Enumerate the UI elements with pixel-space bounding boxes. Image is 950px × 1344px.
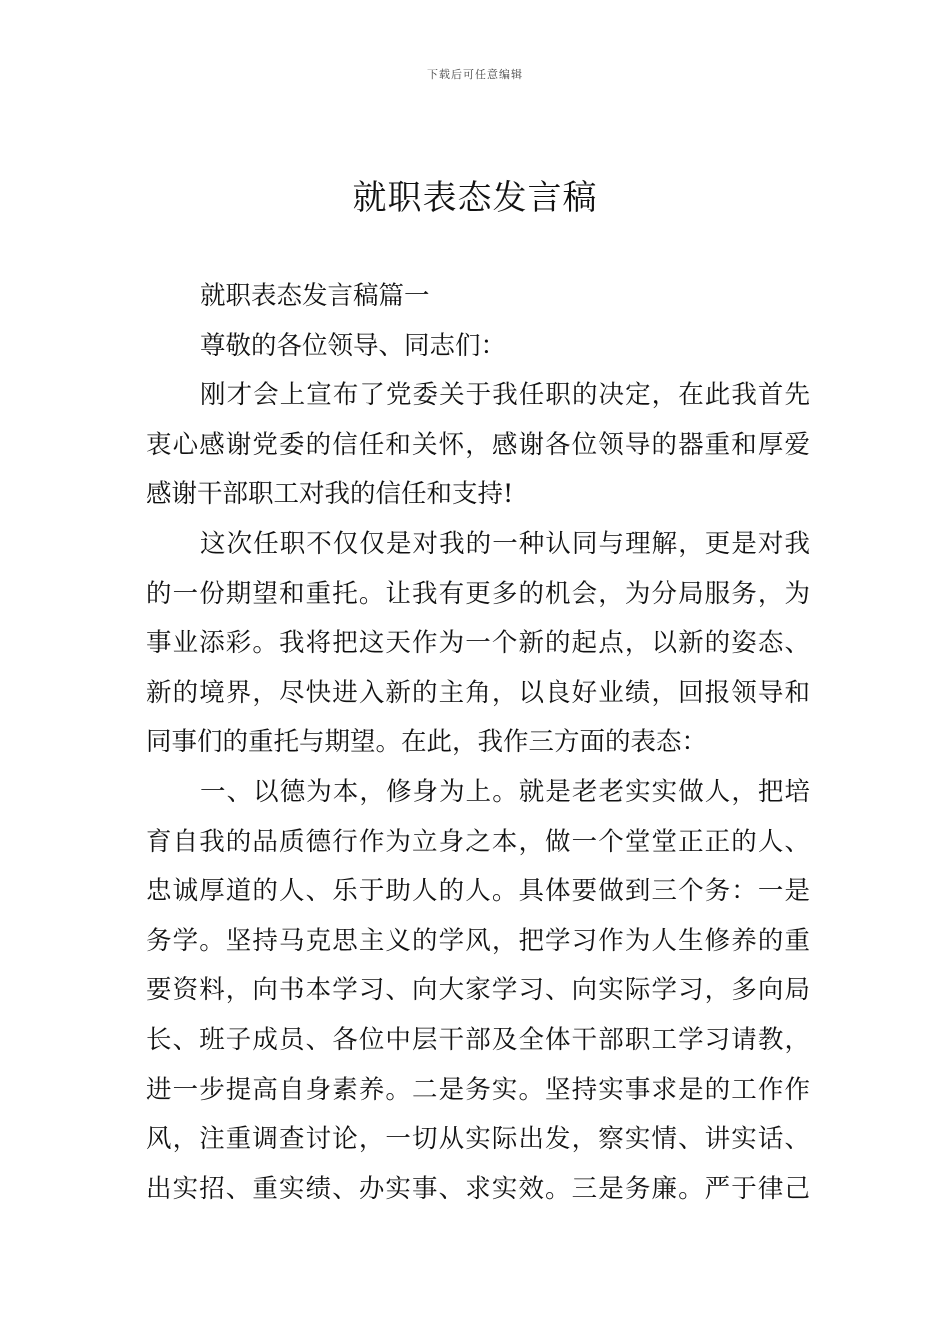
body-line: 一、以德为本，修身为上。就是老老实实做人，把培 xyxy=(200,776,810,807)
body-line: 这次任职不仅仅是对我的一种认同与理解，更是对我 xyxy=(200,528,810,559)
body-line: 进一步提高自身素养。二是务实。坚持实事求是的工作作 xyxy=(146,1074,810,1105)
header-note: 下载后可任意编辑 xyxy=(427,68,523,81)
body-line: 感谢干部职工对我的信任和支持! xyxy=(146,479,514,510)
document-title: 就职表态发言稿 xyxy=(352,178,598,218)
body-line: 尊敬的各位领导、同志们： xyxy=(200,330,507,361)
body-line: 就职表态发言稿篇一 xyxy=(200,281,430,311)
body-line: 同事们的重托与期望。在此，我作三方面的表态： xyxy=(146,727,708,758)
body-line: 事业添彩。我将把这天作为一个新的起点，以新的姿态、 xyxy=(146,628,810,659)
body-line: 的一份期望和重托。让我有更多的机会，为分局服务，为 xyxy=(146,578,810,609)
body-line: 出实招、重实绩、办实事、求实效。三是务廉。严于律己 xyxy=(146,1173,810,1204)
body-line: 务学。坚持马克思主义的学风，把学习作为人生修养的重 xyxy=(146,925,810,956)
body-line: 风，注重调查讨论，一切从实际出发，察实情、讲实话、 xyxy=(146,1124,810,1155)
body-line: 育自我的品质德行作为立身之本，做一个堂堂正正的人、 xyxy=(146,826,810,857)
body-line: 要资料，向书本学习、向大家学习、向实际学习，多向局 xyxy=(146,975,810,1006)
document-body xyxy=(146,272,810,1214)
body-line: 忠诚厚道的人、乐于助人的人。具体要做到三个务：一是 xyxy=(146,876,810,907)
body-line: 衷心感谢党委的信任和关怀，感谢各位领导的器重和厚爱 xyxy=(146,429,810,460)
body-line: 刚才会上宣布了党委关于我任职的决定，在此我首先 xyxy=(200,380,810,411)
body-line: 新的境界，尽快进入新的主角，以良好业绩，回报领导和 xyxy=(146,677,810,708)
body-line: 长、班子成员、各位中层干部及全体干部职工学习请教， xyxy=(146,1024,810,1055)
